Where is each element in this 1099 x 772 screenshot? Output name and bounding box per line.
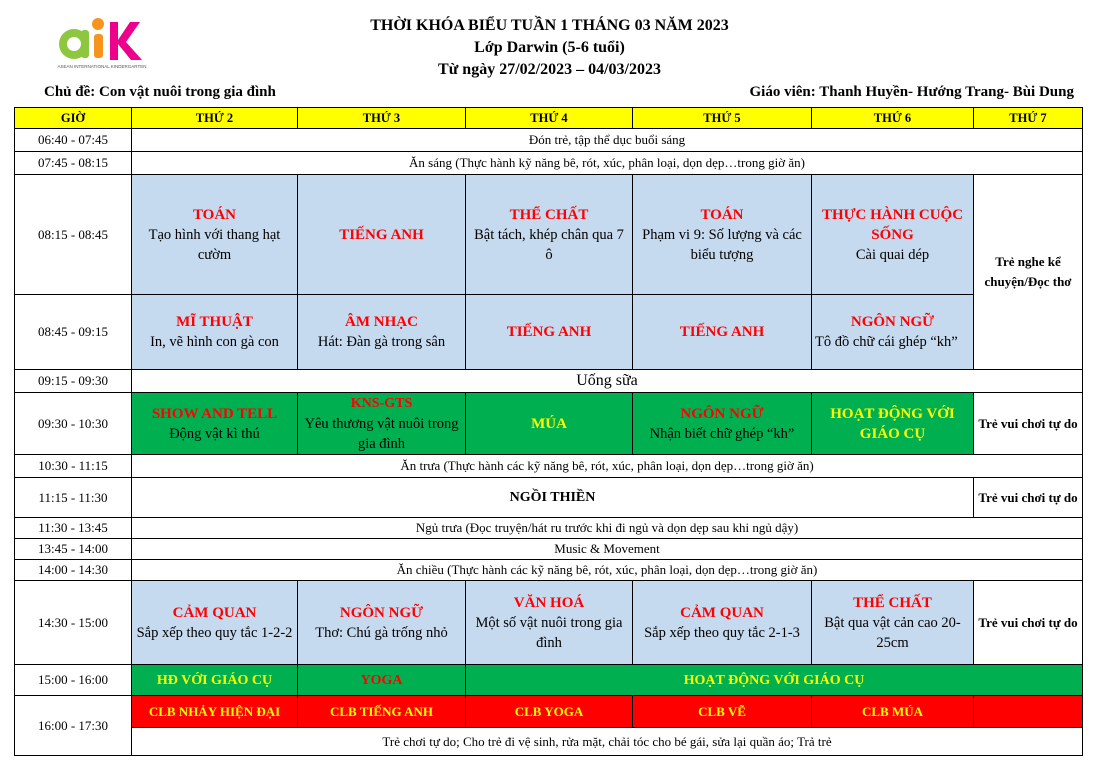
subject-label: HĐ VỚI GIÁO CỤ (156, 672, 273, 688)
lesson-cell (298, 175, 466, 295)
col-wed: THỨ 4 (466, 108, 633, 129)
col-tue: THỨ 3 (298, 108, 466, 129)
subject-label: MÚA (531, 415, 567, 432)
subject-label: THỂ CHẤT (509, 206, 589, 223)
lesson-cell (132, 295, 298, 370)
activity-cell: Music & Movement (132, 539, 1083, 560)
table-row (15, 539, 1083, 560)
time-cell: 10:30 - 11:15 (15, 455, 132, 478)
lesson-cell (633, 581, 812, 665)
lesson-desc: Sắp xếp theo quy tắc 2-1-3 (644, 624, 800, 641)
club-cell (974, 696, 1083, 728)
lesson-cell (466, 175, 633, 295)
lesson-cell (466, 295, 633, 370)
col-sat: THỨ 7 (974, 108, 1083, 129)
club-cell: CLB NHẢY HIỆN ĐẠI (132, 696, 298, 728)
saturday-cell: Trẻ vui chơi tự do (974, 581, 1083, 665)
lesson-desc: Một số vật nuôi trong gia đình (475, 614, 623, 651)
subject-label: TOÁN (700, 206, 744, 223)
subject-label: HOẠT ĐỘNG VỚI GIÁO CỤ (683, 672, 865, 688)
subject-label: ÂM NHẠC (345, 314, 418, 330)
time-cell: 11:30 - 13:45 (15, 518, 132, 539)
table-row (15, 478, 1083, 518)
subject-label: CẢM QUAN (172, 604, 257, 621)
table-row (15, 370, 1083, 393)
club-cell: CLB YOGA (466, 696, 633, 728)
table-row (15, 518, 1083, 539)
lesson-cell (812, 393, 974, 455)
col-mon: THỨ 2 (132, 108, 298, 129)
lesson-cell (298, 581, 466, 665)
lesson-cell (298, 665, 466, 696)
lesson-cell (633, 295, 812, 370)
subject-label: TIẾNG ANH (339, 226, 424, 243)
subject-label: SHOW AND TELL (151, 405, 278, 422)
table-row (15, 175, 1083, 295)
saturday-cell: Trẻ vui chơi tự do (974, 478, 1083, 518)
activity-cell: Ăn trưa (Thực hành các kỹ năng bê, rót, xúc, phân loại, dọn dẹp…trong giờ ăn) (132, 455, 1083, 478)
subject-label: HOẠT ĐỘNG VỚI GIÁO CỤ (830, 405, 955, 442)
subject-label: KNS-GTS (350, 395, 413, 411)
time-cell: 11:15 - 11:30 (15, 478, 132, 518)
time-cell: 09:15 - 09:30 (15, 370, 132, 393)
activity-cell: Ăn sáng (Thực hành kỹ năng bê, rót, xúc, phân loại, dọn dẹp…trong giờ ăn) (132, 152, 1083, 175)
teachers-label: Giáo viên: Thanh Huyền- Hướng Trang- Bùi Dung (749, 84, 1074, 100)
lesson-desc: Hát: Đàn gà trong sân (317, 334, 446, 350)
time-cell: 14:30 - 15:00 (15, 581, 132, 665)
subject-label: THỂ CHẤT (853, 594, 932, 611)
activity-cell: Uống sữa (132, 370, 1083, 393)
lesson-cell (633, 393, 812, 455)
subject-label: THỰC HÀNH CUỘC SỐNG (821, 206, 964, 243)
table-row (15, 152, 1083, 175)
saturday-cell: Trẻ vui chơi tự do (974, 393, 1083, 455)
schedule-title: THỜI KHÓA BIỂU TUẦN 1 THÁNG 03 NĂM 2023 (370, 17, 729, 34)
lesson-cell (132, 393, 298, 455)
lesson-cell (132, 581, 298, 665)
activity-cell: Ngủ trưa (Đọc truyện/hát ru trước khi đi ngủ và dọn dẹp sau khi ngủ dậy) (132, 518, 1083, 539)
lesson-cell (812, 581, 974, 665)
table-row (15, 696, 1083, 728)
subject-label: TOÁN (192, 206, 237, 223)
svg-text:ASEAN INTERNATIONAL KINDERGART: ASEAN INTERNATIONAL KINDERGARTEN (57, 64, 147, 69)
lesson-desc: Động vật kì thú (169, 425, 260, 442)
subject-label: TIẾNG ANH (679, 324, 765, 340)
time-cell: 15:00 - 16:00 (15, 665, 132, 696)
table-row (15, 393, 1083, 455)
activity-cell: Ăn chiều (Thực hành các kỹ năng bê, rót, xúc, phân loại, dọn dẹp…trong giờ ăn) (132, 560, 1083, 581)
lesson-desc: In, vẽ hình con gà con (150, 334, 279, 350)
lesson-cell (466, 665, 1083, 696)
lesson-cell (633, 175, 812, 295)
subject-label: MĨ THUẬT (176, 314, 253, 330)
lesson-desc: Nhận biết chữ ghép “kh” (649, 425, 795, 442)
header-row (15, 108, 1083, 129)
time-cell: 08:45 - 09:15 (15, 295, 132, 370)
topic-label: Chủ đề: Con vật nuôi trong gia đình (44, 84, 276, 100)
lesson-desc: Sắp xếp theo quy tắc 1-2-2 (136, 624, 293, 641)
lesson-cell (466, 393, 633, 455)
timetable (14, 107, 1083, 756)
time-cell: 08:15 - 08:45 (15, 175, 132, 295)
col-thu: THỨ 5 (633, 108, 812, 129)
col-time: GIỜ (15, 108, 132, 129)
table-row (15, 560, 1083, 581)
table-row (15, 455, 1083, 478)
subject-label: NGÔN NGỮ (339, 604, 424, 621)
activity-cell: Đón trẻ, tập thể dục buổi sáng (132, 129, 1083, 152)
table-row (15, 728, 1083, 756)
time-cell: 06:40 - 07:45 (15, 129, 132, 152)
subject-label: CẢM QUAN (680, 604, 764, 621)
saturday-cell: Trẻ nghe kể chuyện/Đọc thơ (974, 175, 1083, 370)
lesson-desc: Tạo hình với thang hạt cườm (148, 226, 281, 263)
col-fri: THỨ 6 (812, 108, 974, 129)
lesson-cell (466, 581, 633, 665)
lesson-cell (298, 295, 466, 370)
club-cell: CLB TIẾNG ANH (298, 696, 466, 728)
date-range: Từ ngày 27/02/2023 – 04/03/2023 (438, 61, 661, 78)
lesson-desc: Cài quai dép (855, 246, 930, 263)
subject-label: NGÔN NGỮ (680, 405, 764, 422)
activity-cell: Trẻ chơi tự do; Cho trẻ đi vệ sinh, rửa mặt, chải tóc cho bé gái, sửa lại quần áo; Trả trẻ (132, 728, 1083, 756)
class-name: Lớp Darwin (5-6 tuổi) (474, 39, 625, 56)
table-row (15, 129, 1083, 152)
time-cell: 16:00 - 17:30 (15, 696, 132, 756)
lesson-desc: Yêu thương vật nuôi trong gia đình (304, 415, 459, 452)
lesson-cell (132, 175, 298, 295)
table-row (15, 665, 1083, 696)
time-cell: 14:00 - 14:30 (15, 560, 132, 581)
lesson-desc: Bật qua vật cản cao 20-25cm (824, 614, 961, 651)
club-cell: CLB VẼ (633, 696, 812, 728)
subject-label: VĂN HOÁ (513, 594, 585, 611)
time-cell: 07:45 - 08:15 (15, 152, 132, 175)
club-cell: CLB MÚA (812, 696, 974, 728)
lesson-desc: Bật tách, khép chân qua 7 ô (474, 226, 624, 263)
table-row (15, 295, 1083, 370)
lesson-cell (132, 665, 298, 696)
lesson-cell (298, 393, 466, 455)
time-cell: 09:30 - 10:30 (15, 393, 132, 455)
time-cell: 13:45 - 14:00 (15, 539, 132, 560)
table-row (15, 581, 1083, 665)
lesson-cell (812, 175, 974, 295)
activity-cell: NGỒI THIỀN (132, 478, 974, 518)
subject-label: NGÔN NGỮ (850, 314, 935, 330)
lesson-desc: Tô đồ chữ cái ghép “kh” (815, 334, 958, 350)
lesson-cell (812, 295, 974, 370)
lesson-desc: Phạm vi 9: Số lượng và các biểu tượng (642, 226, 802, 263)
lesson-desc: Thơ: Chú gà trống nhỏ (315, 624, 448, 641)
subject-label: YOGA (360, 672, 403, 688)
subject-label: TIẾNG ANH (506, 324, 592, 340)
